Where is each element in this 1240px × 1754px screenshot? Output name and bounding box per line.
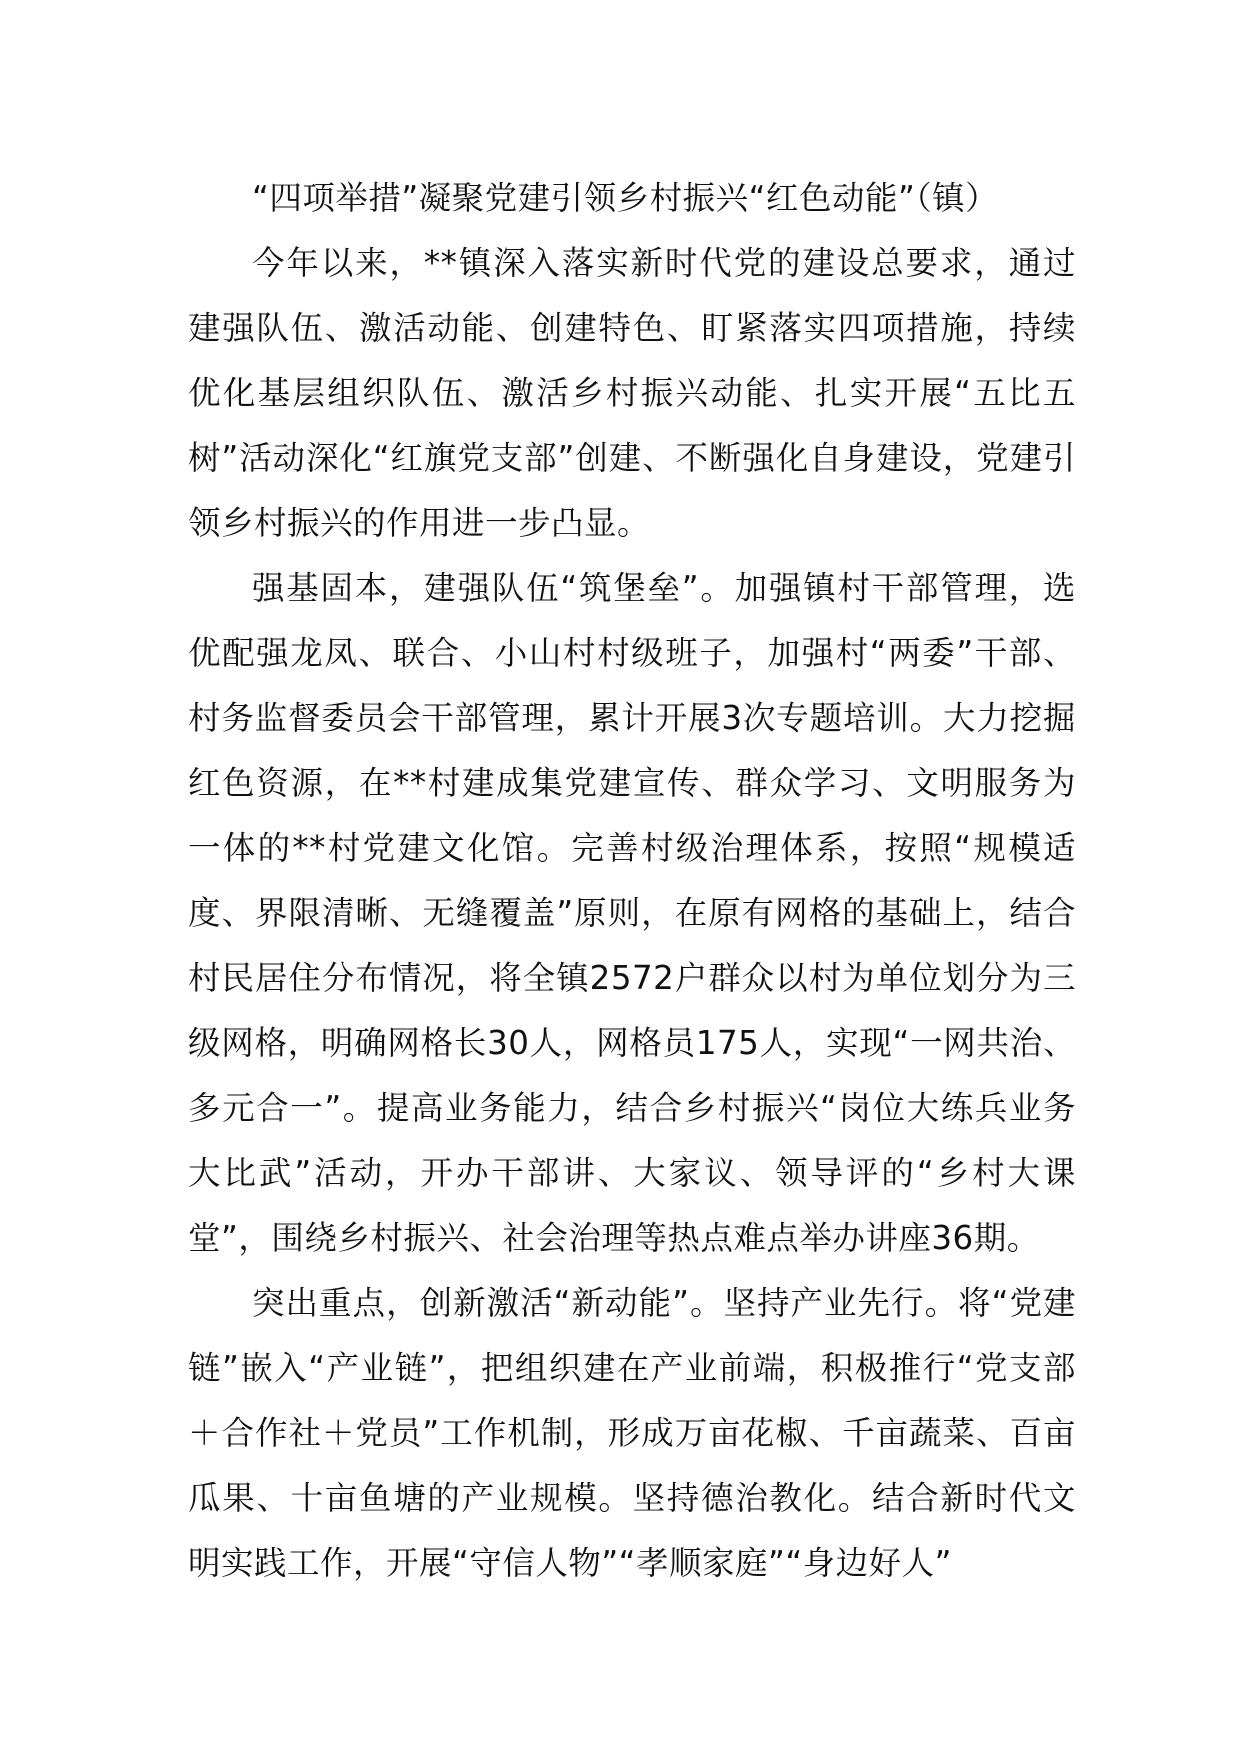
paragraph-intro: 今年以来，**镇深入落实新时代党的建设总要求，通过建强队伍、激活动能、创建特色、盯紧落实四项措施，持续优化基层组织队伍、激活乡村振兴动能、扎实开展“五比五树”活动深化“红旗党支部”创建、不断强化自身建设，党建引领乡村振兴的作用进一步凸显。 bbox=[188, 244, 1076, 542]
paragraph-new-momentum: 突出重点，创新激活“新动能”。坚持产业先行。将“党建链”嵌入“产业链”，把组织建在产业前端，积极推行“党支部＋合作社＋党员”工作机制，形成万亩花椒、千亩蔬菜、百亩瓜果、十亩鱼塘的产业规模。坚持德治教化。结合新时代文明实践工作，开展“守信人物”“孝顺家庭”“身边好人” bbox=[188, 1284, 1076, 1582]
document-body bbox=[188, 166, 1076, 1596]
document-title: “四项举措”凝聚党建引领乡村振兴“红色动能”（镇） bbox=[252, 179, 999, 217]
paragraph-build-team: 强基固本，建强队伍“筑堡垒”。加强镇村干部管理，选优配强龙凤、联合、小山村村级班子，加强村“两委”干部、村务监督委员会干部管理，累计开展3次专题培训。大力挖掘红色资源，在**村建成集党建宣传、群众学习、文明服务为一体的**村党建文化馆。完善村级治理体系，按照“规模适度、界限清晰、无缝覆盖”原则，在原有网格的基础上，结合村民居住分布情况，将全镇2572户群众以村为单位划分为三级网格，明确网格长30人，网格员175人，实现“一网共治、多元合一”。提高业务能力，结合乡村振兴“岗位大练兵业务大比武”活动，开办干部讲、大家议、领导评的“乡村大课堂”，围绕乡村振兴、社会治理等热点难点举办讲座36期。 bbox=[188, 569, 1076, 1257]
